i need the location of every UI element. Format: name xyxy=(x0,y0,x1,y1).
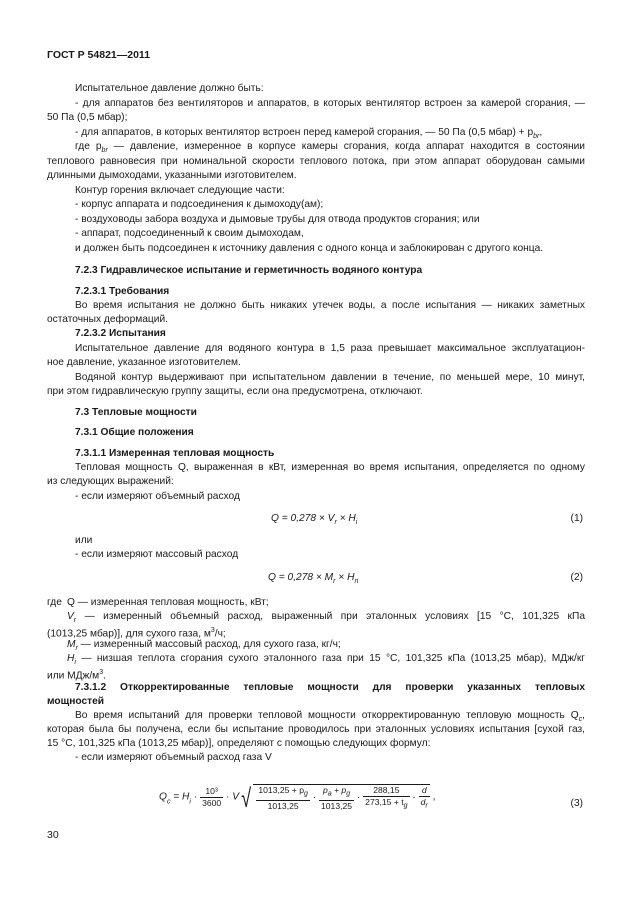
section-heading: 7.2.3.2 Испытания xyxy=(75,328,166,339)
superscript: 3 xyxy=(210,627,215,634)
text-span: /ч; xyxy=(214,628,226,640)
text-span: , xyxy=(582,710,585,721)
text-span: — давление, измеренное в корпусе камеры сгорания, когда аппарат находится в состоянии xyxy=(107,141,585,152)
text-line: Испытательное давление должно быть: xyxy=(75,83,264,94)
section-heading: мощностей xyxy=(47,696,105,707)
denominator xyxy=(363,797,409,812)
text-line: 50 Па (0,5 мбар); xyxy=(47,112,128,123)
equation-text: × H xyxy=(336,513,356,524)
sqrt-body: $\frac{1013,25 + p_g}{1013,25}$ · $\frac{p_a + p_g}{1013,25}$ · $\frac{288,15}{273,15 + t_g}$ · $\frac{d}{d_r}$ xyxy=(253,784,429,812)
text-line: - воздуховоды забора воздуха и дымовые трубы для отвода продуктов сгорания; или xyxy=(75,214,480,225)
denominator: 1013,25 xyxy=(267,800,299,811)
sqrt-sign: √ xyxy=(241,782,252,813)
numerator: 288,15 xyxy=(363,785,409,797)
equation-2 xyxy=(268,571,358,590)
numerator: d xyxy=(419,785,430,797)
section-heading: 7.3.1.1 Измеренная тепловая мощность xyxy=(75,448,275,459)
text-line: которая была бы получена, если бы испытание проводилось при эталонных условиях испытания [сухой газ, xyxy=(47,724,585,735)
subscript: r xyxy=(425,802,428,810)
subscript: i xyxy=(355,519,358,527)
text-line: Тепловая мощность Q, выраженная в кВт, измеренная во время испытания, определяется по одному xyxy=(75,462,585,473)
equation-1 xyxy=(271,512,357,531)
document-header: ГОСТ Р 54821—2011 xyxy=(47,49,151,61)
symbol: M xyxy=(67,639,76,650)
text-span: - для аппаратов, в которых вентилятор встроен перед камерой сгорания, — 50 Па (0,5 мбар) + p xyxy=(75,127,534,138)
equation-text: Q = 0,278 × M xyxy=(268,572,334,583)
symbol: H xyxy=(67,653,75,664)
text-span: 1013,25 + p xyxy=(258,785,304,795)
page-number: 30 xyxy=(47,829,59,841)
text-span: — низшая теплота сгорания сухого эталонного газа при 15 °С, 101,325 кПа (1013,25 мбар), МДж/кг xyxy=(75,653,585,664)
text-span: — измеренный массовый расход, для сухого газа, кг/ч; xyxy=(77,639,341,650)
text-line: при этом гидравлическую группу защиты, если она предусмотрена, отключают. xyxy=(47,386,423,397)
definition-line xyxy=(67,652,585,671)
fraction xyxy=(200,786,223,809)
fraction xyxy=(256,785,310,812)
text-span: Во время испытаний для проверки тепловой мощности откорректированную тепловую мощность Q xyxy=(75,710,579,721)
equation-number: (3) xyxy=(570,798,583,809)
numerator: 10³ xyxy=(200,786,223,798)
text-span: - если измеряют объемный расход газа V xyxy=(75,752,272,763)
text-line: длинными дымоходами, указанными изготовителем. xyxy=(47,170,297,181)
section-heading: 7.3.1 Общие положения xyxy=(75,427,194,438)
section-heading: 7.3.1.2 Откорректированные тепловые мощности для проверки указанных тепловых xyxy=(75,682,585,693)
text-span: где p xyxy=(75,141,102,152)
subscript: a xyxy=(327,790,332,798)
subscript: i xyxy=(189,798,191,806)
denominator xyxy=(419,797,430,812)
text-span: p xyxy=(322,785,328,795)
text-line: ное давление, указанное изготовителем. xyxy=(47,357,241,368)
text-line: Водяной контур выдерживают при испытательном давлении в течение, по меньшей мере, 10 минут, xyxy=(75,372,585,383)
definition-line: Q — измеренная тепловая мощность, кВт; xyxy=(67,597,269,608)
text-span: или МДж/м xyxy=(47,670,100,682)
subscript: br xyxy=(101,147,108,155)
text-span: . xyxy=(103,670,106,682)
text-line: остаточных деформаций. xyxy=(47,314,168,325)
numerator xyxy=(319,785,354,801)
where-label: где xyxy=(47,597,62,608)
text-line: теплового равновесия при номинальной скорости теплового потока, при этом аппарат оборудован самыми xyxy=(47,156,585,167)
subscript: br xyxy=(533,133,540,141)
section-heading: 7.2.3.1 Требования xyxy=(75,286,170,297)
equation-text: = H xyxy=(170,791,190,803)
text-line: Испытательное давление для водяного контура в 1,5 раза превышает максимальное эксплуатацион- xyxy=(75,343,585,354)
symbol: V xyxy=(232,791,240,803)
subscript: g xyxy=(346,790,351,798)
text-line: - корпус аппарата и подсоединения к дымоходу(ам); xyxy=(75,199,324,210)
symbol: V xyxy=(67,611,74,622)
text-line: и должен быть подсоединен к источнику давления с одного конца и заблокирован с другого конца. xyxy=(75,243,544,254)
text-line: 15 °С, 101,325 кПа (1013,25 мбар)], определяют с помощью следующих формул: xyxy=(47,738,431,749)
text-span: d xyxy=(420,797,426,807)
text-line: Контур горения включает следующие части: xyxy=(75,185,285,196)
equation-text: × H xyxy=(335,572,355,583)
subscript: r xyxy=(333,578,336,586)
subscript: g xyxy=(403,802,408,810)
fraction xyxy=(363,785,409,812)
equation-number: (1) xyxy=(570,513,583,524)
denominator: 1013,25 xyxy=(321,800,353,811)
text-line: - для аппаратов без вентиляторов и аппаратов, в которых вентилятор встроен за камерой сгорания, — xyxy=(75,98,585,109)
text-line: - если измеряют объемный расход xyxy=(75,491,240,502)
equation-text: Q = 0,278 × V xyxy=(271,513,335,524)
text-line: Во время испытания не должно быть никаких утечек воды, а после испытания — никаких заметных xyxy=(75,300,585,311)
section-heading: 7.3 Тепловые мощности xyxy=(75,407,197,418)
section-heading: 7.2.3 Гидравлическое испытание и герметичность водяного контура xyxy=(75,265,423,276)
text-span: — измеренный объемный расход, выраженный при эталонных условиях [15 °С, 101,325 кПа xyxy=(76,611,585,622)
numerator xyxy=(256,785,310,801)
subscript: r xyxy=(73,617,77,625)
subscript: n xyxy=(354,578,359,586)
subscript: i xyxy=(74,659,76,667)
text-line xyxy=(75,751,272,766)
superscript: 3 xyxy=(99,669,104,676)
fraction xyxy=(319,785,354,812)
fraction xyxy=(419,785,430,812)
denominator: 3600 xyxy=(202,798,222,809)
text-span: + p xyxy=(331,785,347,795)
equation-text: , xyxy=(429,791,436,803)
symbol: Q xyxy=(159,791,167,803)
subscript: c xyxy=(578,716,583,724)
subscript: g xyxy=(304,790,308,798)
text-line: - если измеряют массовый расход xyxy=(75,549,239,560)
text-line: или xyxy=(75,535,93,546)
text-line: - для аппаратов, в которых вентилятор встроен перед камерой сгорания, — 50 Па (0,5 мбар) + $p_{br}$, xyxy=(75,127,543,141)
text-line: - аппарат, подсоединенный к своим дымоходам, xyxy=(75,228,304,239)
text-span: (1013,25 мбар)], для сухого газа, м xyxy=(47,628,211,640)
subscript: c xyxy=(166,798,171,806)
text-line: из следующих выражений: xyxy=(47,476,174,487)
subscript: r xyxy=(75,645,78,653)
text-span: 273,15 + t xyxy=(365,797,404,807)
subscript: r xyxy=(334,519,337,527)
equation-3: $Q_c = H_i$ · $\frac{\text{10³}}{3600}$ · V√ $\frac{1013,25 + p_g}{1013,25}$ · $\frac{p_a + p_g}{1013,25}$ · $\frac{288,15}{273,15 + t_g}$ · $\frac{d}{d_r}$ , xyxy=(159,782,436,813)
equation-number: (2) xyxy=(570,572,583,583)
